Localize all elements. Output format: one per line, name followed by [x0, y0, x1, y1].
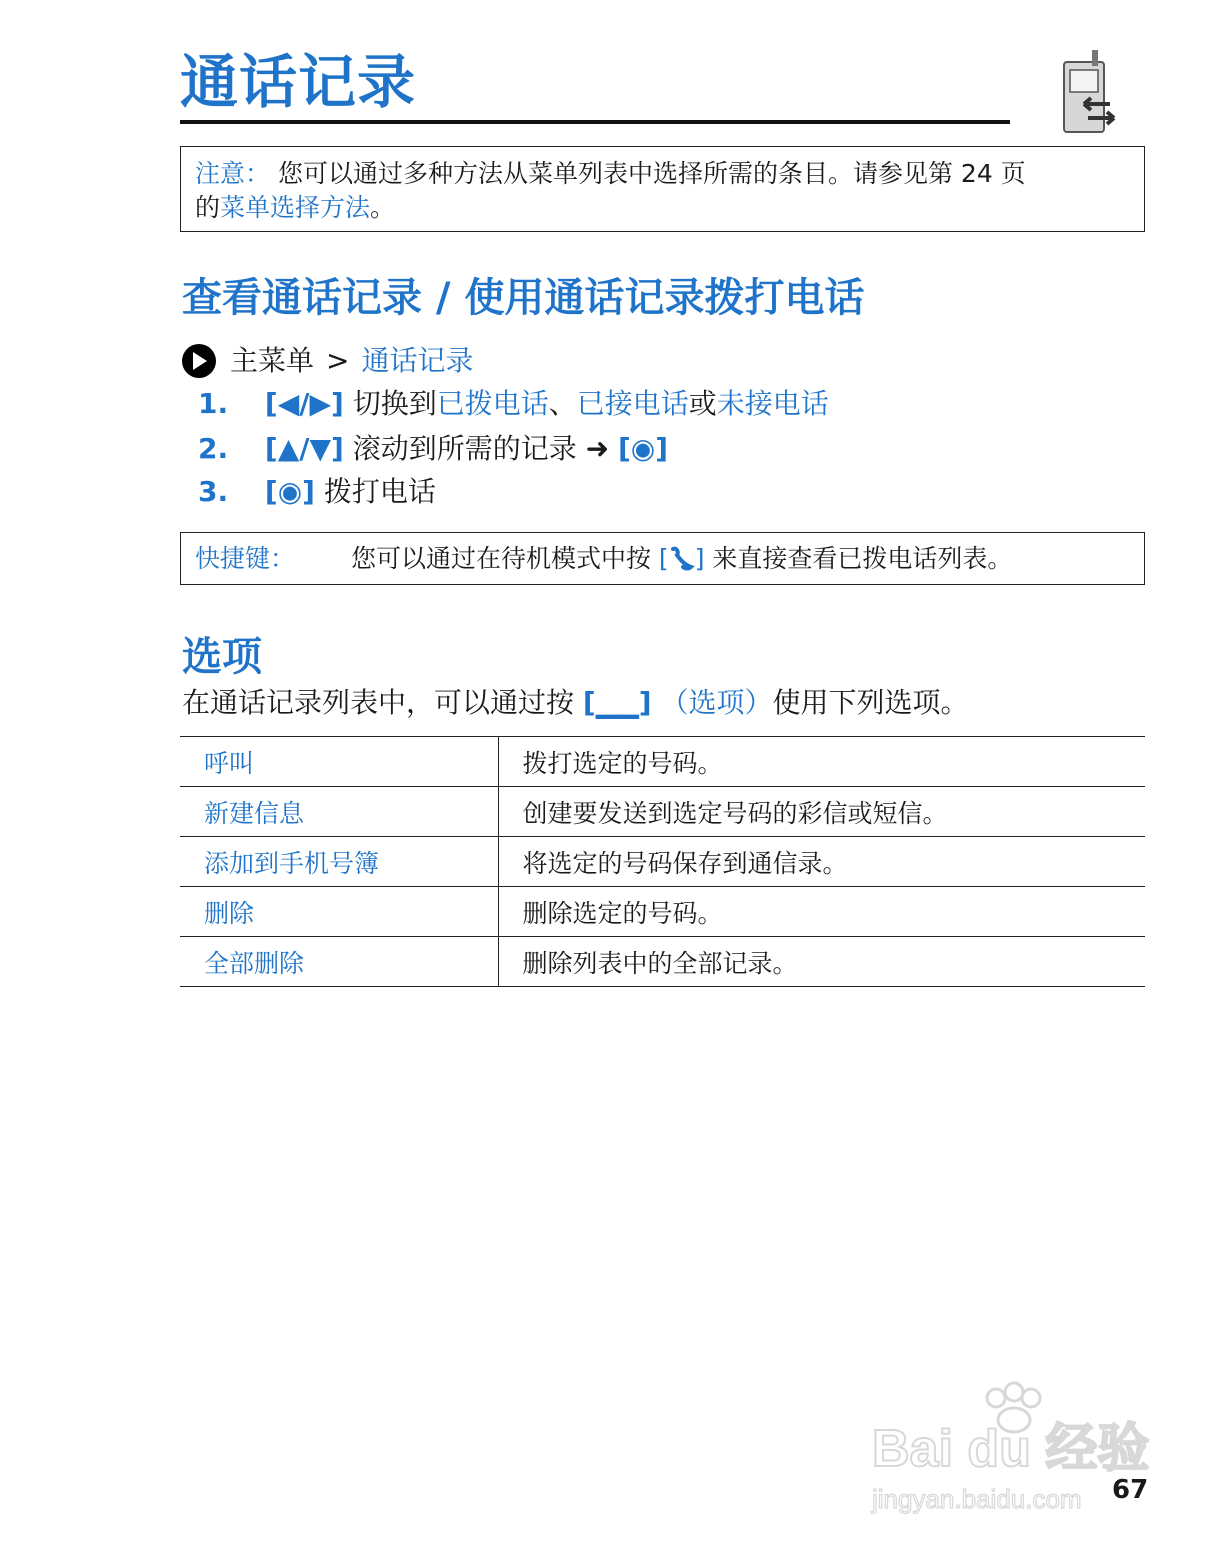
option-description: 将选定的号码保存到通信录。: [498, 837, 1145, 887]
table-row: [180, 737, 1145, 787]
step-number: 3.: [198, 475, 229, 508]
table-row: [180, 837, 1145, 887]
shortcut-text-before: 您可以通过在待机模式中按: [350, 544, 651, 573]
step-text: 切换到: [352, 387, 437, 420]
step-number: 1.: [198, 387, 229, 420]
options-link: （选项）: [660, 686, 773, 719]
note-box: [180, 146, 1145, 232]
title-rule: [180, 120, 1010, 124]
step-1: [198, 384, 829, 424]
section-heading-view-call-log: 查看通话记录 / 使用通话记录拨打电话: [182, 275, 865, 321]
option-dialed: 已拨电话: [436, 387, 549, 420]
ok-key: [◉]: [264, 475, 315, 508]
option-name: 删除: [180, 887, 498, 937]
step-3: [198, 472, 436, 512]
table-row: [180, 887, 1145, 937]
separator: 或: [688, 387, 717, 420]
shortcut-box: [180, 532, 1145, 585]
option-missed: 未接电话: [716, 387, 829, 420]
option-name: 添加到手机号簿: [180, 837, 498, 887]
step-number: 2.: [198, 432, 229, 465]
intro-text-after: 使用下列选项。: [772, 686, 969, 719]
menu-path: [182, 341, 474, 381]
note-label: 注意：: [195, 159, 271, 188]
section-heading-options: 选项: [182, 634, 262, 680]
menu-root: 主菜单: [230, 344, 315, 377]
table-row: [180, 937, 1145, 987]
step-text: 滚动到所需的记录: [352, 432, 577, 465]
option-description: 创建要发送到选定号码的彩信或短信。: [498, 787, 1145, 837]
phone-call-log-icon: [1058, 48, 1120, 138]
left-right-key: [◀/▶]: [264, 387, 344, 420]
option-name: 呼叫: [180, 737, 498, 787]
separator: 、: [548, 387, 577, 420]
option-received: 已接电话: [576, 387, 689, 420]
menu-selection-link[interactable]: 菜单选择方法: [220, 193, 371, 222]
shortcut-text-after: 来直接查看已拨电话列表。: [712, 544, 1013, 573]
option-description: 删除选定的号码。: [498, 887, 1145, 937]
option-description: 删除列表中的全部记录。: [498, 937, 1145, 987]
up-down-key: [▲/▼]: [264, 432, 344, 465]
shortcut-label: 快捷键：: [195, 544, 296, 573]
table-row: [180, 787, 1145, 837]
options-table: [180, 736, 1145, 987]
page-number: 67: [1112, 1475, 1149, 1505]
options-key-icon: [▁▁]: [582, 686, 652, 719]
step-text: 拨打电话: [323, 475, 436, 508]
call-key-icon: [ ]: [658, 544, 705, 573]
page-title: 通话记录: [180, 48, 417, 116]
note-suffix: 。: [370, 193, 396, 222]
option-name: 全部删除: [180, 937, 498, 987]
menu-target: 通话记录: [361, 344, 474, 377]
ok-key: [◉]: [618, 432, 669, 465]
option-name: 新建信息: [180, 787, 498, 837]
watermark-url: jingyan.baidu.com: [872, 1484, 1082, 1514]
arrow-circle-icon: [182, 344, 216, 378]
note-line2-prefix: 的: [195, 193, 221, 222]
watermark-brand: Bai du 经验: [872, 1420, 1150, 1478]
menu-separator: >: [326, 344, 350, 377]
options-intro: [182, 683, 969, 723]
option-description: 拨打选定的号码。: [498, 737, 1145, 787]
note-text: 您可以通过多种方法从菜单列表中选择所需的条目。请参见第 24 页: [277, 159, 1026, 188]
intro-text-before: 在通话记录列表中，可以通过按: [182, 686, 575, 719]
right-arrow-icon: ➜: [585, 432, 610, 465]
step-2: [198, 429, 668, 469]
